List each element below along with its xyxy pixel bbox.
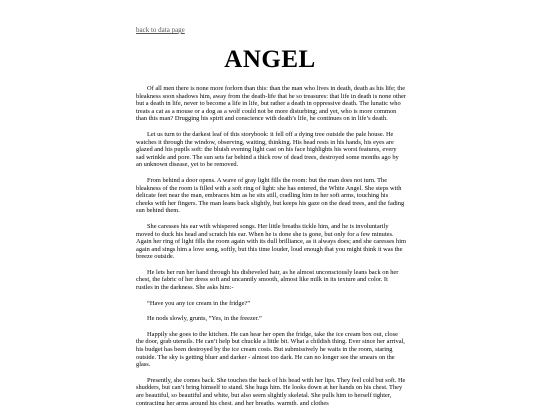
story-paragraph: Happily she goes to the kitchen. He can hear her open the fridge, take the ice cream box out, close the door, grab utensils. He can’t help but chuckle a little bit. What a childish thing. Ever since her arrival, his budget has been destroyed by the ice cream costs. But submissively he waits in the room, staring outside. The sky is getting bluer and darker - almost too dark. He can no longer see the smears on the glass. — [136, 330, 405, 369]
story-paragraph: Let us turn to the darkest leaf of this storybook: it fell off a dying tree outside the pale house. He watches it through the window, observing, waiting, thinking. His head rests in his hands, his eyes are glazed and his pupils soft: the bluish evening light cast on his face highlights his worst features, every sad wrinkle and pore. The sun sets far behind a thick row of dead trees, destroyed some months ago by an unknown disease, yet to be removed. — [136, 130, 399, 169]
story-paragraph: He lets her run her hand through his disheveled hair, as he almost unconsciously leans back on her chest, the fabric of her dress soft and uncannily smooth, almost like milk in its texture and color. It rustles in the darkness. She asks him:- — [136, 268, 399, 292]
story-title: ANGEL — [224, 46, 316, 73]
story-body — [136, 85, 406, 405]
story-paragraph: He nods slowly, grunts, “Yes, in the freezer.” — [147, 315, 262, 323]
story-paragraph: “Have you any ice cream in the fridge?” — [147, 299, 251, 307]
back-to-data-page-link[interactable]: back to data page — [136, 26, 185, 34]
story-paragraph: Of all men there is none more forlorn than this: than the man who lives in death, death as his life; the bleakness soon shadows him, away from the death-life that he so treasures: that life in death is none other but a death in life, never to become a life in life, but rather a death in oppressive death. The lunatic who treats a cat as a mouse or a dog as a wolf could not be more disturbing; and yet, who is more common than this man? Drugging his spirit and conscience with death’s life, he continues on in life’s death. — [136, 85, 406, 123]
story-paragraph: From behind a door opens. A wave of gray light fills the room: but the man does not turn. The bleakness of the room is filled with a soft ring of light: she has entered, the White Angel. She steps with delicate feet near the man, embraces him as he sits still, cradling him in her soft arms, touching his cheeks with her fingers. The man leans back slightly, but keeps his gaze on the dead trees, and the fading sun behind them. — [136, 176, 405, 215]
story-paragraph: Presently, she comes back. She touches the back of his head with her lips. They feel cold but soft. He shudders, but can’t bring himself to stand. She hugs him. He looks down at her hands on his chest. They are beautiful, so beautiful and white, but also seem slightly skeletal. She pulls him to herself tighter, contracting her arms around his chest, and her breaths, warmth, and clothes — [136, 376, 406, 405]
story-paragraph: She caresses his ear with whispered songs. Her little breaths tickle him, and he is involuntarily moved to duck his head and scratch his ear. When he is done she is gone, but only for a few minutes. Again her ring of light fills the room again with its dull brilliance, as it always does; and she caresses him again and sings him a love song, softly, but this time louder, loud enough that you might think it was the breeze outside. — [136, 222, 406, 261]
